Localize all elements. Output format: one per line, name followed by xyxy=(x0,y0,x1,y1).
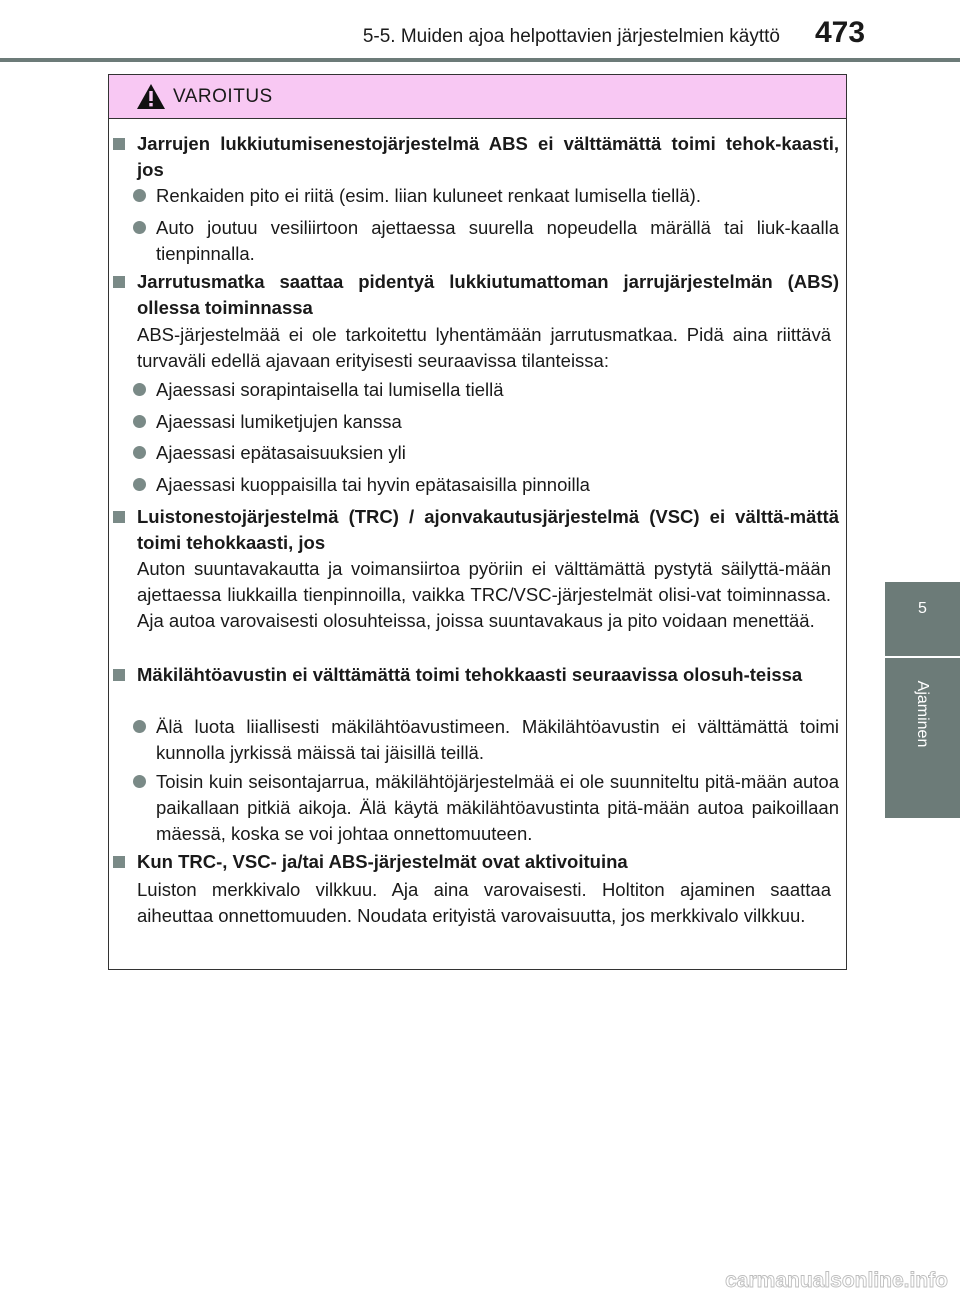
section-heading: Luistonestojärjestelmä (TRC) / ajonvakautusjärjestelmä (VSC) ei välttä-mättä toimi tehokkaasti, jos xyxy=(113,504,839,556)
round-bullet-icon xyxy=(133,221,146,234)
list-item: Toisin kuin seisontajarrua, mäkilähtöjärjestelmää ei ole suunniteltu pitä-mään autoa paikallaan pitkiä aikoja. Älä käytä mäkilähtöavustinta pitä-mään autoa paikoillaan mäessä, koska se voi johtaa onnettomuuteen. xyxy=(133,769,839,847)
section-heading: Kun TRC-, VSC- ja/tai ABS-järjestelmät ovat aktivoituina xyxy=(113,849,839,875)
list-item: Ajaessasi kuoppaisilla tai hyvin epätasaisilla pinnoilla xyxy=(133,472,839,498)
list-item: Renkaiden pito ei riitä (esim. liian kuluneet renkaat lumisella tiellä). xyxy=(133,183,839,209)
square-bullet-icon xyxy=(113,511,125,523)
section-heading: Jarrujen lukkiutumisenestojärjestelmä ABS ei välttämättä toimi tehok-kaasti, jos xyxy=(113,131,839,183)
paragraph: ABS-järjestelmää ei ole tarkoitettu lyhentämään jarrutusmatkaa. Pidä aina riittävä turvaväli edellä ajavaan erityisesti seuraavissa tilanteissa: xyxy=(137,324,831,371)
round-bullet-icon xyxy=(133,415,146,428)
chapter-tab: 5 xyxy=(885,582,960,656)
round-bullet-icon xyxy=(133,478,146,491)
warning-label: VAROITUS xyxy=(173,86,273,107)
svg-text:carmanualsonline.info: carmanualsonline.info xyxy=(725,1269,948,1292)
square-bullet-icon xyxy=(113,276,125,288)
warning-box xyxy=(108,74,847,970)
page-number: 473 xyxy=(814,16,866,49)
chapter-label: Ajaminen xyxy=(914,680,931,748)
warning-triangle-icon xyxy=(136,83,166,110)
list-item: Ajaessasi sorapintaisella tai lumisella tiellä xyxy=(133,377,839,403)
paragraph: Auton suuntavakautta ja voimansiirtoa pyöriin ei välttämättä pystytä säilyttä-mään ajettaessa liukkailla tienpinnoilla, vaikka TRC/VSC-järjestelmät olisi-vat toiminnassa. Aja autoa varovaisesti olosuhteissa, joissa suuntavakaus ja pito voidaan menettää. xyxy=(137,558,831,631)
list-item: Ajaessasi epätasaisuuksien yli xyxy=(133,440,839,466)
round-bullet-icon xyxy=(133,775,146,788)
section-heading: Mäkilähtöavustin ei välttämättä toimi tehokkaasti seuraavissa olosuh-teissa xyxy=(113,662,839,688)
square-bullet-icon xyxy=(113,669,125,681)
warning-header xyxy=(109,75,846,119)
paragraph: Luiston merkkivalo vilkkuu. Aja aina varovaisesti. Holtiton ajaminen saattaa aiheuttaa onnettomuuden. Noudata erityistä varovaisuutta, jos merkkivalo vilkkuu. xyxy=(137,879,831,926)
round-bullet-icon xyxy=(133,383,146,396)
round-bullet-icon xyxy=(133,720,146,733)
round-bullet-icon xyxy=(133,446,146,459)
page-header-title: 5-5. Muiden ajoa helpottavien järjestelmien käyttö xyxy=(362,26,780,47)
header-rule xyxy=(0,58,960,62)
square-bullet-icon xyxy=(113,856,125,868)
list-item: Älä luota liiallisesti mäkilähtöavustimeen. Mäkilähtöavustin ei välttämättä toimi kunnolla jyrkissä mäissä tai jäisillä teillä. xyxy=(133,714,839,766)
section-heading: Jarrutusmatka saattaa pidentyä lukkiutumattoman jarrujärjestelmän (ABS) ollessa toiminnassa xyxy=(113,269,839,321)
round-bullet-icon xyxy=(133,189,146,202)
list-item: Ajaessasi lumiketjujen kanssa xyxy=(133,409,839,435)
list-item: Auto joutuu vesiliirtoon ajettaessa suurella nopeudella märällä tai liuk-kaalla tienpinnalla. xyxy=(133,215,839,267)
square-bullet-icon xyxy=(113,138,125,150)
